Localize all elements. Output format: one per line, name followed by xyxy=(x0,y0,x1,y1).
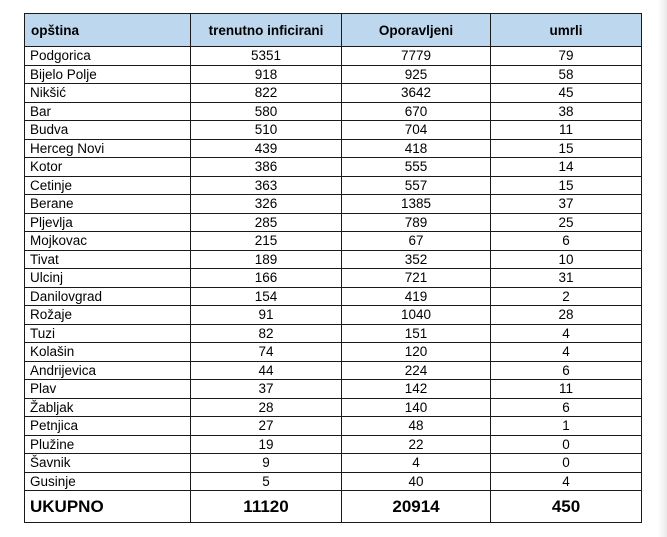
currently-infected-cell: 580 xyxy=(191,102,342,121)
table-row xyxy=(25,139,642,158)
table-row xyxy=(25,121,642,140)
table-row xyxy=(25,306,642,325)
table-row xyxy=(25,324,642,343)
total-currently-infected: 11120 xyxy=(191,491,342,523)
table-row xyxy=(25,435,642,454)
municipality-cell: Cetinje xyxy=(25,176,191,195)
currently-infected-cell: 5351 xyxy=(191,47,342,66)
municipality-cell: Kotor xyxy=(25,158,191,177)
currently-infected-cell: 386 xyxy=(191,158,342,177)
recovered-cell: 140 xyxy=(342,398,491,417)
header-recovered: Oporavljeni xyxy=(342,14,491,47)
currently-infected-cell: 363 xyxy=(191,176,342,195)
currently-infected-cell: 28 xyxy=(191,398,342,417)
recovered-cell: 120 xyxy=(342,343,491,362)
municipality-cell: Petnjica xyxy=(25,417,191,436)
municipality-cell: Rožaje xyxy=(25,306,191,325)
municipality-covid-table xyxy=(24,13,642,523)
recovered-cell: 925 xyxy=(342,65,491,84)
currently-infected-cell: 91 xyxy=(191,306,342,325)
deceased-cell: 4 xyxy=(491,324,642,343)
municipality-cell: Tuzi xyxy=(25,324,191,343)
currently-infected-cell: 19 xyxy=(191,435,342,454)
table-row xyxy=(25,454,642,473)
deceased-cell: 6 xyxy=(491,398,642,417)
municipality-cell: Herceg Novi xyxy=(25,139,191,158)
currently-infected-cell: 9 xyxy=(191,454,342,473)
municipality-cell: Bar xyxy=(25,102,191,121)
currently-infected-cell: 918 xyxy=(191,65,342,84)
deceased-cell: 79 xyxy=(491,47,642,66)
recovered-cell: 224 xyxy=(342,361,491,380)
currently-infected-cell: 44 xyxy=(191,361,342,380)
total-row xyxy=(25,491,642,523)
currently-infected-cell: 215 xyxy=(191,232,342,251)
municipality-cell: Kolašin xyxy=(25,343,191,362)
municipality-cell: Gusinje xyxy=(25,472,191,491)
deceased-cell: 25 xyxy=(491,213,642,232)
municipality-cell: Andrijevica xyxy=(25,361,191,380)
municipality-cell: Mojkovac xyxy=(25,232,191,251)
deceased-cell: 31 xyxy=(491,269,642,288)
deceased-cell: 10 xyxy=(491,250,642,269)
deceased-cell: 6 xyxy=(491,361,642,380)
municipality-cell: Budva xyxy=(25,121,191,140)
recovered-cell: 418 xyxy=(342,139,491,158)
table-row xyxy=(25,343,642,362)
deceased-cell: 15 xyxy=(491,176,642,195)
municipality-cell: Tivat xyxy=(25,250,191,269)
deceased-cell: 0 xyxy=(491,454,642,473)
municipality-cell: Plav xyxy=(25,380,191,399)
municipality-cell: Nikšić xyxy=(25,84,191,103)
deceased-cell: 37 xyxy=(491,195,642,214)
currently-infected-cell: 74 xyxy=(191,343,342,362)
recovered-cell: 1385 xyxy=(342,195,491,214)
total-label: UKUPNO xyxy=(25,491,191,523)
recovered-cell: 4 xyxy=(342,454,491,473)
recovered-cell: 555 xyxy=(342,158,491,177)
table-row xyxy=(25,361,642,380)
recovered-cell: 67 xyxy=(342,232,491,251)
recovered-cell: 670 xyxy=(342,102,491,121)
deceased-cell: 38 xyxy=(491,102,642,121)
recovered-cell: 151 xyxy=(342,324,491,343)
municipality-cell: Bijelo Polje xyxy=(25,65,191,84)
table-body xyxy=(25,47,642,491)
recovered-cell: 419 xyxy=(342,287,491,306)
recovered-cell: 789 xyxy=(342,213,491,232)
total-deceased: 450 xyxy=(491,491,642,523)
deceased-cell: 11 xyxy=(491,380,642,399)
recovered-cell: 352 xyxy=(342,250,491,269)
deceased-cell: 6 xyxy=(491,232,642,251)
deceased-cell: 15 xyxy=(491,139,642,158)
recovered-cell: 40 xyxy=(342,472,491,491)
recovered-cell: 142 xyxy=(342,380,491,399)
municipality-cell: Šavnik xyxy=(25,454,191,473)
deceased-cell: 58 xyxy=(491,65,642,84)
table-row xyxy=(25,250,642,269)
currently-infected-cell: 27 xyxy=(191,417,342,436)
municipality-cell: Podgorica xyxy=(25,47,191,66)
table-row xyxy=(25,47,642,66)
recovered-cell: 48 xyxy=(342,417,491,436)
table-row xyxy=(25,102,642,121)
table-row xyxy=(25,287,642,306)
municipality-cell: Ulcinj xyxy=(25,269,191,288)
municipality-cell: Žabljak xyxy=(25,398,191,417)
currently-infected-cell: 510 xyxy=(191,121,342,140)
header-row xyxy=(25,14,642,47)
currently-infected-cell: 822 xyxy=(191,84,342,103)
recovered-cell: 7779 xyxy=(342,47,491,66)
recovered-cell: 3642 xyxy=(342,84,491,103)
header-municipality: opština xyxy=(25,14,191,47)
deceased-cell: 28 xyxy=(491,306,642,325)
header-deceased: umrli xyxy=(491,14,642,47)
table-row xyxy=(25,398,642,417)
recovered-cell: 1040 xyxy=(342,306,491,325)
deceased-cell: 4 xyxy=(491,472,642,491)
recovered-cell: 22 xyxy=(342,435,491,454)
currently-infected-cell: 166 xyxy=(191,269,342,288)
deceased-cell: 1 xyxy=(491,417,642,436)
deceased-cell: 2 xyxy=(491,287,642,306)
table-row xyxy=(25,269,642,288)
header-currently-infected: trenutno inficirani xyxy=(191,14,342,47)
deceased-cell: 11 xyxy=(491,121,642,140)
municipality-cell: Danilovgrad xyxy=(25,287,191,306)
currently-infected-cell: 285 xyxy=(191,213,342,232)
recovered-cell: 721 xyxy=(342,269,491,288)
table-row xyxy=(25,195,642,214)
recovered-cell: 557 xyxy=(342,176,491,195)
currently-infected-cell: 82 xyxy=(191,324,342,343)
table-row xyxy=(25,158,642,177)
table-row xyxy=(25,380,642,399)
deceased-cell: 14 xyxy=(491,158,642,177)
table-row xyxy=(25,176,642,195)
deceased-cell: 4 xyxy=(491,343,642,362)
table-row xyxy=(25,65,642,84)
currently-infected-cell: 5 xyxy=(191,472,342,491)
municipality-cell: Plužine xyxy=(25,435,191,454)
currently-infected-cell: 154 xyxy=(191,287,342,306)
total-recovered: 20914 xyxy=(342,491,491,523)
currently-infected-cell: 189 xyxy=(191,250,342,269)
table-row xyxy=(25,232,642,251)
table-row xyxy=(25,84,642,103)
deceased-cell: 0 xyxy=(491,435,642,454)
currently-infected-cell: 326 xyxy=(191,195,342,214)
recovered-cell: 704 xyxy=(342,121,491,140)
municipality-cell: Berane xyxy=(25,195,191,214)
table-row xyxy=(25,472,642,491)
page-edge-shadow xyxy=(658,0,667,537)
currently-infected-cell: 439 xyxy=(191,139,342,158)
table-row xyxy=(25,213,642,232)
municipality-cell: Pljevlja xyxy=(25,213,191,232)
table-row xyxy=(25,417,642,436)
deceased-cell: 45 xyxy=(491,84,642,103)
currently-infected-cell: 37 xyxy=(191,380,342,399)
